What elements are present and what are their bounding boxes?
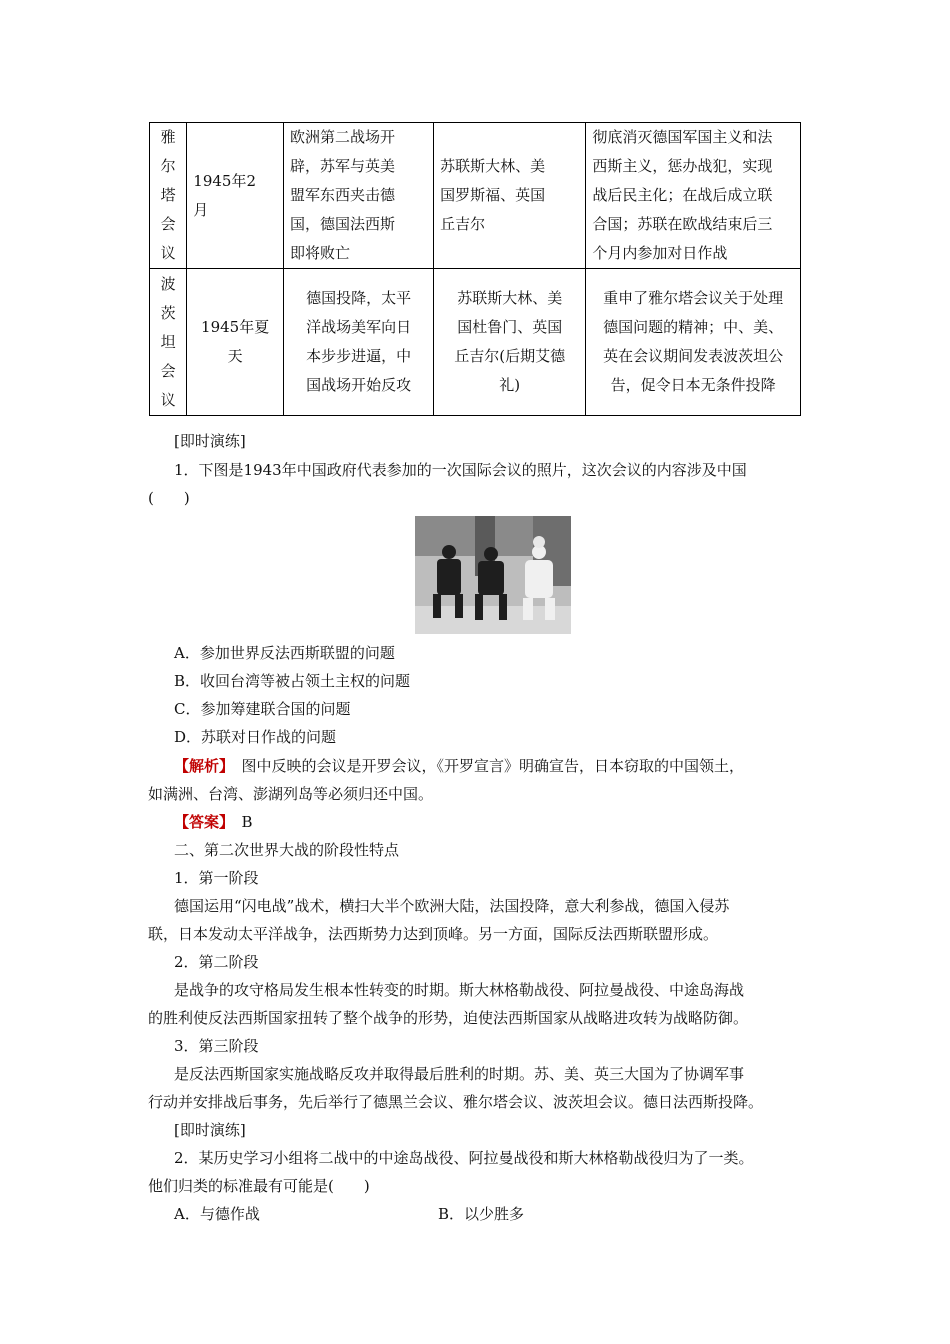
meeting-result-cell <box>586 269 801 416</box>
meeting-time-cell <box>187 269 284 416</box>
background-line: 欧洲第二战场开 <box>290 128 396 146</box>
name-char: 茨 <box>160 303 176 322</box>
result-line: 合国；苏联在欧战结束后三 <box>592 215 773 233</box>
time-line: 天 <box>227 347 243 365</box>
name-char: 议 <box>160 244 176 262</box>
result-line: 个月内参加对日作战 <box>592 244 728 262</box>
section-title: 二、第二次世界大战的阶段性特点 <box>174 841 400 859</box>
time-line: 月 <box>193 200 209 219</box>
result-line: 西斯主义，惩办战犯，实现 <box>592 157 773 175</box>
answer-value: B <box>226 813 253 831</box>
background-line: 德国投降，太平 <box>306 289 412 307</box>
name-char: 坦 <box>160 332 176 351</box>
people-line: 苏联斯大林、美 <box>457 289 563 307</box>
name-char: 雅 <box>160 128 176 146</box>
background-line: 国战场开始反攻 <box>306 376 412 394</box>
name-char: 会 <box>160 215 176 233</box>
analysis-text: 图中反映的会议是开罗会议，《开罗宣言》明确宣告，日本窃取的中国领土， <box>226 757 745 775</box>
result-line: 重申了雅尔塔会议关于处理 <box>603 289 784 307</box>
time-line: 1945年2 <box>193 171 256 190</box>
result-line: 德国问题的精神；中、美、 <box>603 318 784 336</box>
result-line: 英在会议期间发表波茨坦公 <box>603 347 784 365</box>
meeting-people-cell <box>434 269 586 416</box>
time-line: 1945年夏 <box>201 318 270 336</box>
question-1-bracket: ( ) <box>148 489 190 507</box>
people-line: 礼) <box>499 376 521 394</box>
stage-1-title: 1．第一阶段 <box>174 869 259 887</box>
name-char: 塔 <box>160 186 176 204</box>
cairo-conference-photo <box>415 516 571 634</box>
question-2-line-2: 他们归类的标准最有可能是( ) <box>148 1177 370 1195</box>
option-c: C．参加筹建联合国的问题 <box>174 700 351 718</box>
stage-3-title: 3．第三阶段 <box>174 1037 259 1055</box>
table-row <box>150 269 801 416</box>
option-a: A．参加世界反法西斯联盟的问题 <box>174 644 395 662</box>
answer-tag: 【答案】 <box>174 813 227 831</box>
name-char: 议 <box>160 390 176 409</box>
option-a-2: A．与德作战 <box>174 1205 260 1223</box>
stage-3-text-2: 行动并安排战后事务，先后举行了德黑兰会议、雅尔塔会议、波茨坦会议。德日法西斯投降。 <box>148 1093 764 1111</box>
practice-header: [即时演练] <box>174 432 246 450</box>
analysis-tag: 【解析】 <box>174 757 227 775</box>
result-line: 彻底消灭德国军国主义和法 <box>592 128 773 146</box>
analysis-line-2: 如满洲、台湾、澎湖列岛等必须归还中国。 <box>148 785 434 803</box>
people-line: 丘吉尔(后期艾德 <box>454 347 566 365</box>
result-line: 告，促令日本无条件投降 <box>610 376 776 394</box>
people-line: 苏联斯大林、美 <box>440 157 546 175</box>
background-line: 辟，苏军与英美 <box>290 157 396 175</box>
practice-header-2: [即时演练] <box>174 1121 246 1139</box>
meeting-background-cell <box>284 123 434 269</box>
option-b: B．收回台湾等被占领土主权的问题 <box>174 672 411 690</box>
background-line: 洋战场美军向日 <box>306 318 412 336</box>
people-line: 国罗斯福、英国 <box>440 186 546 204</box>
stage-2-title: 2．第二阶段 <box>174 953 259 971</box>
stage-2-text-2: 的胜利使反法西斯国家扭转了整个战争的形势，迫使法西斯国家从战略进攻转为战略防御。 <box>148 1009 749 1027</box>
meeting-background-cell <box>284 269 434 416</box>
meeting-name-cell <box>150 123 187 269</box>
option-b-2: B．以少胜多 <box>438 1205 525 1223</box>
meeting-time-cell <box>187 123 284 269</box>
stage-1-text-2: 联，日本发动太平洋战争，法西斯势力达到顶峰。另一方面，国际反法西斯联盟形成。 <box>148 925 719 943</box>
meetings-table <box>149 122 801 416</box>
background-line: 国，德国法西斯 <box>290 215 396 233</box>
stage-2-text: 是战争的攻守格局发生根本性转变的时期。斯大林格勒战役、阿拉曼战役、中途岛海战 <box>174 981 745 999</box>
people-line: 丘吉尔 <box>440 215 486 233</box>
background-line: 盟军东西夹击德 <box>290 186 396 204</box>
name-char: 尔 <box>160 157 176 175</box>
name-char: 会 <box>160 361 176 380</box>
question-2-line: 2．某历史学习小组将二战中的中途岛战役、阿拉曼战役和斯大林格勒战役归为了一类。 <box>174 1149 754 1167</box>
background-line: 即将败亡 <box>290 244 351 262</box>
answer-line <box>174 811 834 833</box>
table-row <box>150 123 801 269</box>
name-char: 波 <box>160 274 176 293</box>
meeting-result-cell <box>586 123 801 269</box>
people-line: 国杜鲁门、英国 <box>457 318 563 336</box>
background-line: 本步步进逼，中 <box>306 347 412 365</box>
question-1-line: 1．下图是1943年中国政府代表参加的一次国际会议的照片，这次会议的内容涉及中国 <box>174 461 747 479</box>
meeting-people-cell <box>434 123 586 269</box>
meeting-name-cell <box>150 269 187 416</box>
stage-1-text: 德国运用“闪电战”战术，横扫大半个欧洲大陆，法国投降，意大利参战，德国入侵苏 <box>174 897 730 915</box>
option-d: D．苏联对日作战的问题 <box>174 728 337 746</box>
photo-image <box>415 516 571 634</box>
result-line: 战后民主化；在战后成立联 <box>592 186 773 204</box>
stage-3-text: 是反法西斯国家实施战略反攻并取得最后胜利的时期。苏、美、英三大国为了协调军事 <box>174 1065 745 1083</box>
analysis-line <box>174 755 834 777</box>
